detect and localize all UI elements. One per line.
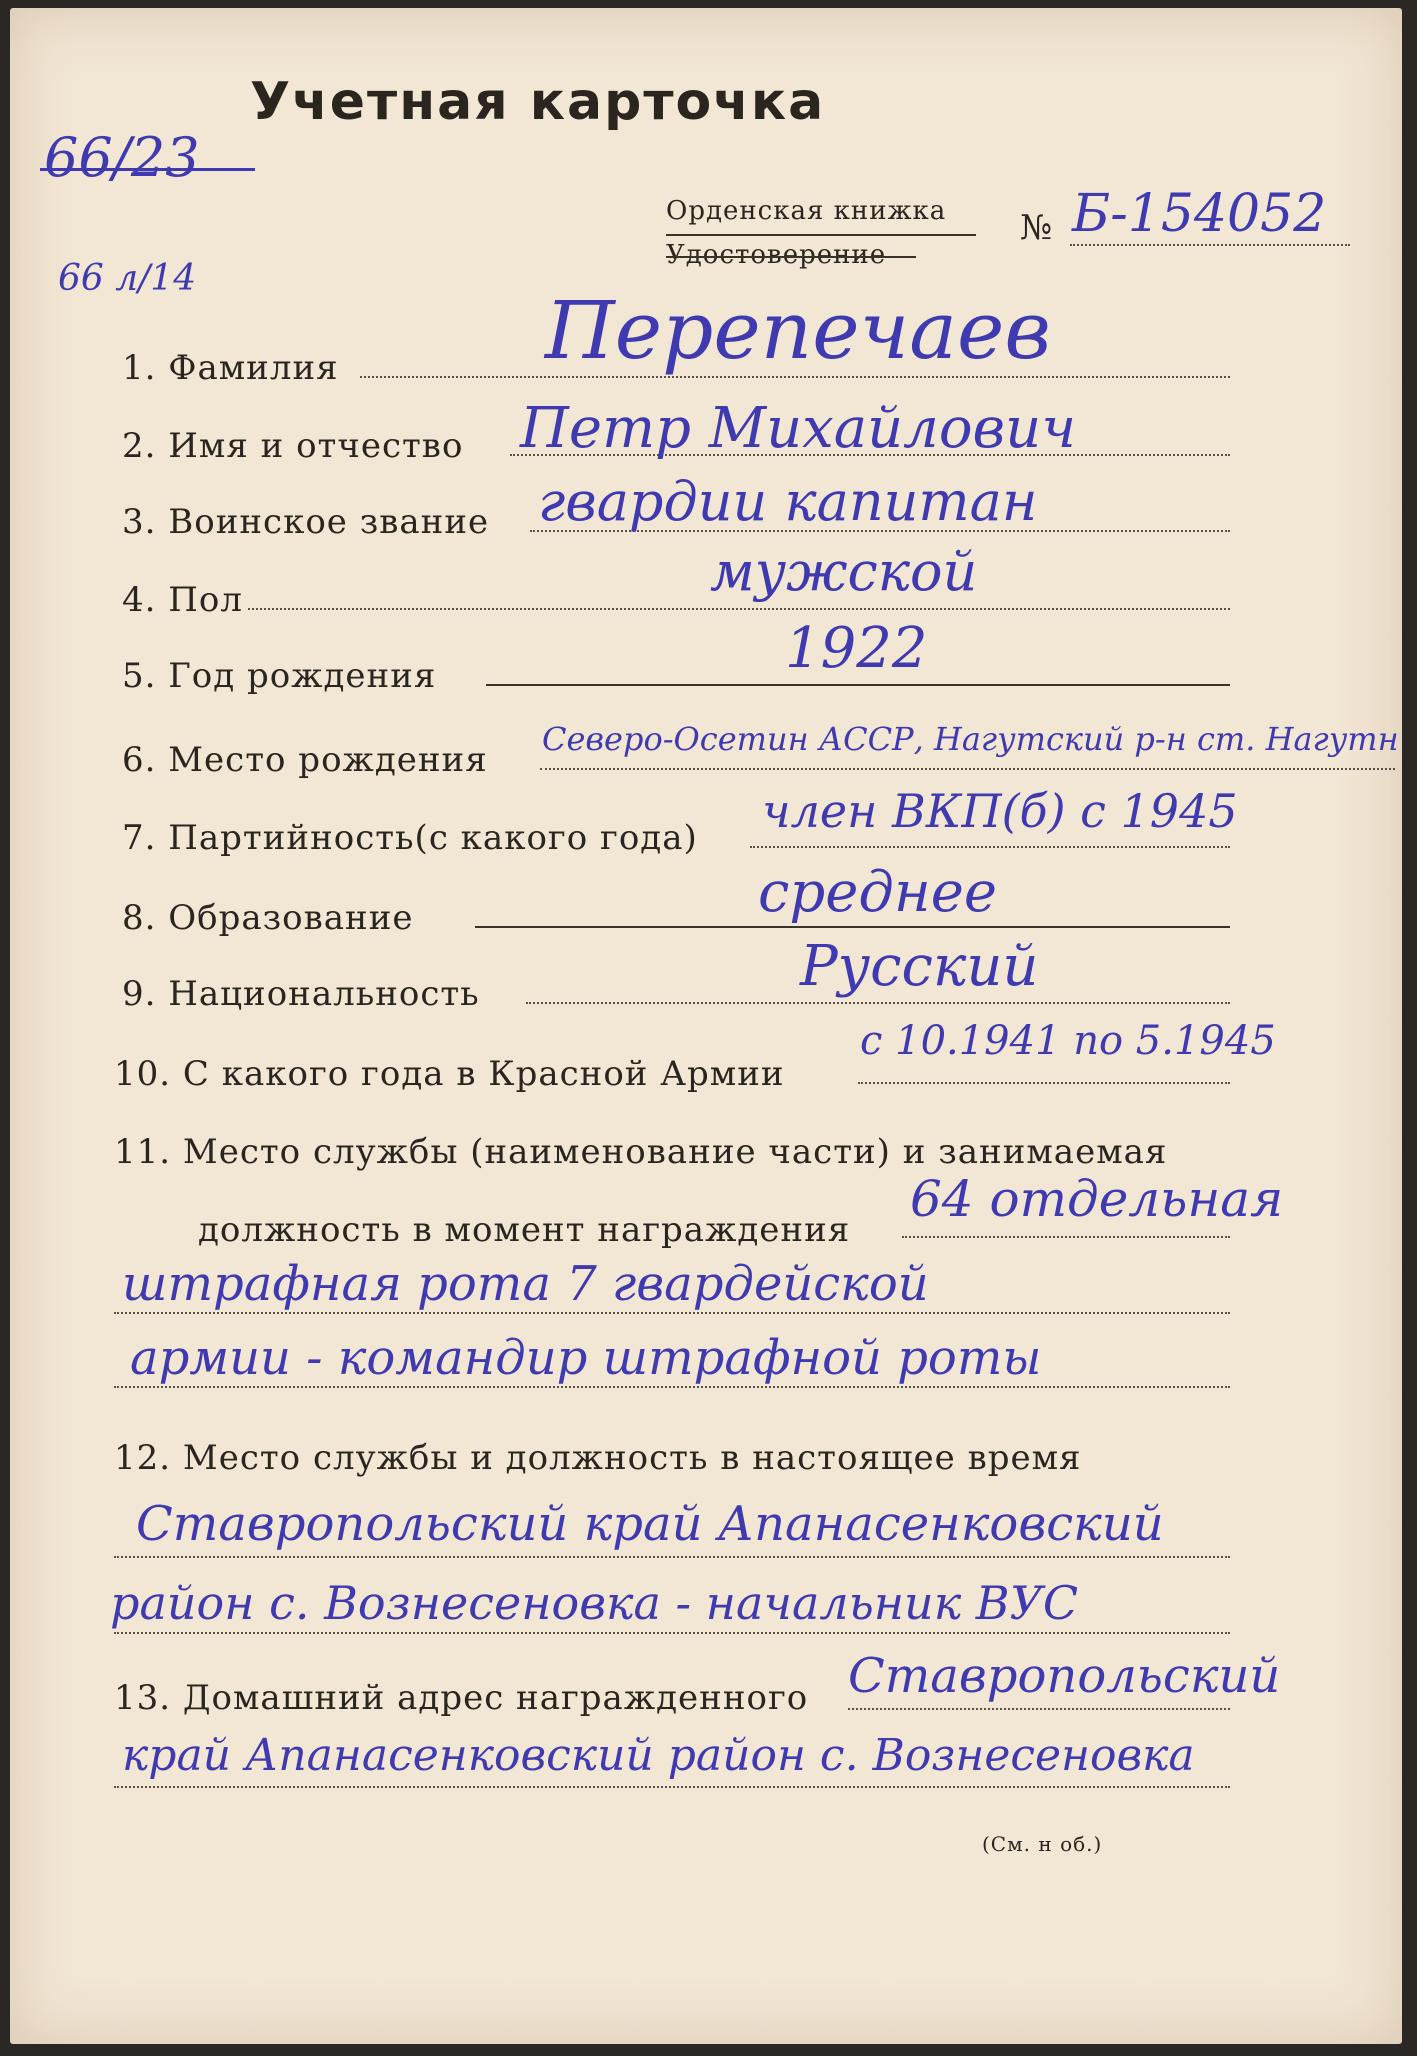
- field-4-value: мужской: [710, 540, 978, 603]
- field-11-value-line2: штрафная рота 7 гвардейской: [122, 1256, 929, 1312]
- field-11-line-2: [114, 1312, 1230, 1314]
- field-8-line: [475, 926, 1230, 928]
- field-12-value-line2: район с. Вознесеновка - начальник ВУС: [110, 1576, 1079, 1630]
- field-13-line-1: [848, 1708, 1230, 1710]
- field-6-line: [540, 768, 1395, 770]
- field-8-label: 8. Образование: [122, 898, 414, 938]
- corner-note-strike: [40, 168, 255, 171]
- field-13-value-line2: край Апанасенковский район с. Вознесеновка: [122, 1730, 1195, 1781]
- field-5-value: 1922: [785, 616, 928, 681]
- field-7-label: 7. Партийность(с какого года): [122, 818, 698, 858]
- doc-type-divider: [666, 234, 976, 236]
- field-4-line: [248, 608, 1230, 610]
- field-4-label: 4. Пол: [122, 580, 243, 620]
- footer-see-reverse: (См. н об.): [982, 1832, 1103, 1856]
- doc-type-order-book: Орденская книжка: [666, 196, 947, 226]
- field-12-label: 12. Место службы и должность в настоящее время: [114, 1438, 1082, 1478]
- card-title: Учетная карточка: [250, 72, 826, 132]
- field-11-value-line3: армии - командир штрафной роты: [130, 1330, 1042, 1386]
- field-5-label: 5. Год рождения: [122, 656, 437, 696]
- number-line: [1070, 244, 1350, 246]
- field-10-label: 10. С какого года в Красной Армии: [114, 1054, 785, 1094]
- field-13-label: 13. Домашний адрес награжденного: [114, 1678, 809, 1718]
- field-3-label: 3. Воинское звание: [122, 502, 490, 542]
- field-1-value: Перепечаев: [545, 284, 1051, 377]
- field-10-line: [858, 1082, 1230, 1084]
- field-6-value: Северо-Осетин АССР, Нагутский р-н ст. Нагутн: [542, 720, 1399, 758]
- field-12-line-1: [114, 1556, 1230, 1558]
- field-2-label: 2. Имя и отчество: [122, 426, 464, 466]
- field-11-value-line1: 64 отдельная: [910, 1170, 1284, 1228]
- field-9-line: [526, 1002, 1230, 1004]
- field-11-label-line1: 11. Место службы (наименование части) и занимаемая: [114, 1132, 1168, 1172]
- field-11-label-line2: должность в момент награждения: [198, 1210, 851, 1250]
- registration-card: [10, 8, 1402, 2044]
- field-9-value: Русский: [800, 934, 1039, 999]
- field-5-line: [486, 684, 1230, 686]
- field-7-line: [750, 846, 1230, 848]
- field-3-value: гвардии капитан: [538, 470, 1038, 533]
- corner-note-1: 66/23: [44, 126, 200, 189]
- field-11-line-3: [114, 1386, 1230, 1388]
- field-11-line-1: [902, 1236, 1230, 1238]
- corner-note-2: 66 л/14: [58, 258, 197, 299]
- field-2-value: Петр Михайлович: [520, 396, 1077, 461]
- field-12-line-2: [114, 1632, 1230, 1634]
- field-13-value-line1: Ставропольский: [848, 1648, 1281, 1704]
- field-12-value-line1: Ставропольский край Апанасенковский: [136, 1496, 1164, 1552]
- doc-type-certificate: Удостоверение: [666, 240, 887, 270]
- field-7-value: член ВКП(б) с 1945: [762, 784, 1238, 838]
- field-10-value: с 10.1941 по 5.1945: [860, 1018, 1276, 1064]
- field-6-label: 6. Место рождения: [122, 740, 488, 780]
- field-9-label: 9. Национальность: [122, 974, 480, 1014]
- doc-type-certificate-strike: [666, 256, 916, 258]
- field-13-line-2: [114, 1786, 1230, 1788]
- number-value: Б-154052: [1072, 184, 1327, 244]
- field-1-label: 1. Фамилия: [122, 348, 339, 388]
- field-8-value: среднее: [758, 860, 998, 925]
- number-label: №: [1020, 208, 1054, 248]
